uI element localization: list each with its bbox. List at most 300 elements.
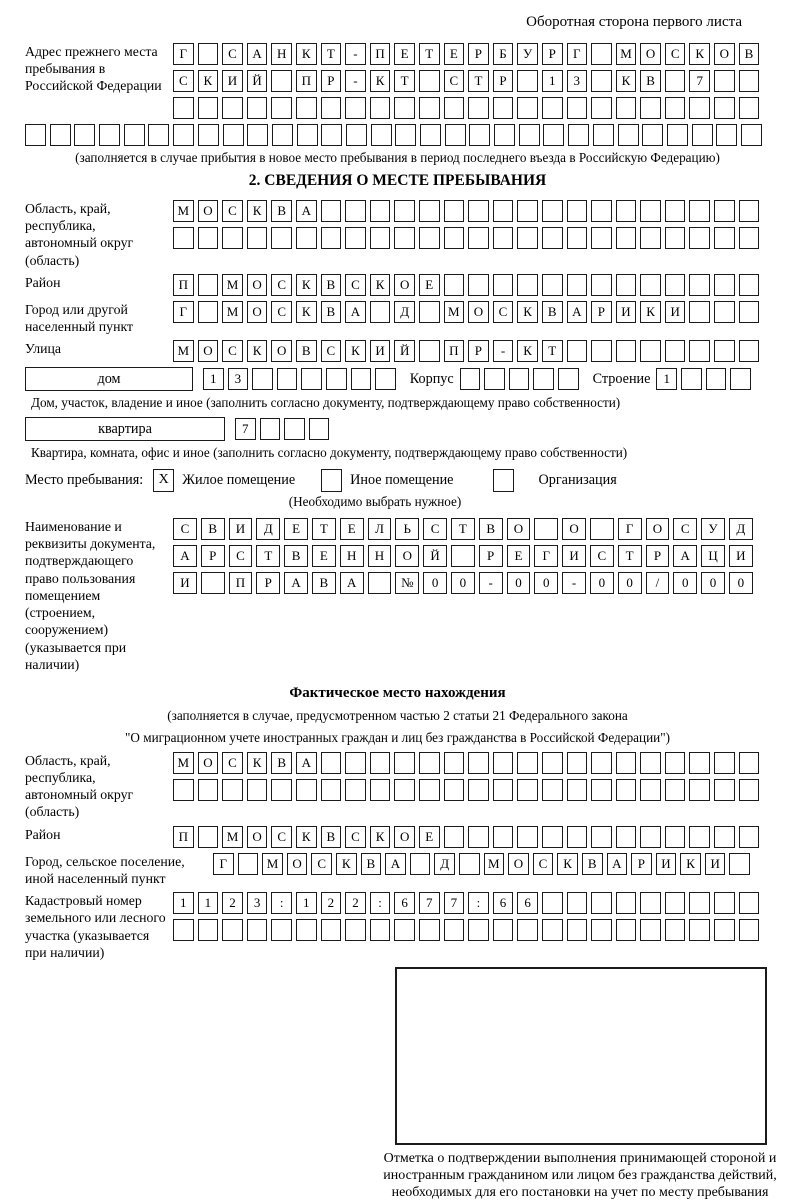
char-cell[interactable]: 0	[507, 572, 531, 594]
char-cell[interactable]: С	[229, 545, 253, 567]
char-cell[interactable]: 1	[542, 70, 563, 92]
char-cell[interactable]	[173, 97, 194, 119]
char-cell[interactable]: С	[271, 301, 292, 323]
char-cell[interactable]	[689, 340, 710, 362]
char-cell[interactable]	[591, 826, 612, 848]
char-cell[interactable]: 0	[673, 572, 697, 594]
char-cell[interactable]	[689, 227, 710, 249]
char-cell[interactable]	[394, 97, 415, 119]
char-cell[interactable]	[321, 919, 342, 941]
char-cell[interactable]	[296, 919, 317, 941]
char-cell[interactable]: :	[468, 892, 489, 914]
char-cell[interactable]: 3	[228, 368, 249, 390]
char-cell[interactable]: Е	[419, 826, 440, 848]
char-cell[interactable]	[201, 572, 225, 594]
char-cell[interactable]	[371, 124, 392, 146]
char-cell[interactable]	[419, 340, 440, 362]
char-cell[interactable]	[517, 97, 538, 119]
char-cell[interactable]	[642, 124, 663, 146]
char-cell[interactable]: В	[321, 274, 342, 296]
char-cell[interactable]	[689, 301, 710, 323]
char-cell[interactable]	[247, 779, 268, 801]
char-cell[interactable]: В	[321, 301, 342, 323]
char-cell[interactable]	[493, 274, 514, 296]
char-cell[interactable]: 1	[296, 892, 317, 914]
char-cell[interactable]: В	[321, 826, 342, 848]
char-cell[interactable]	[370, 227, 391, 249]
char-cell[interactable]: В	[542, 301, 563, 323]
house-type-box[interactable]: дом	[25, 367, 193, 391]
char-cell[interactable]	[591, 892, 612, 914]
char-cell[interactable]: И	[729, 545, 753, 567]
char-cell[interactable]	[739, 752, 760, 774]
char-cell[interactable]: С	[493, 301, 514, 323]
char-cell[interactable]	[321, 779, 342, 801]
char-cell[interactable]	[238, 853, 259, 875]
char-cell[interactable]	[468, 826, 489, 848]
char-cell[interactable]	[591, 97, 612, 119]
char-cell[interactable]	[198, 124, 219, 146]
char-cell[interactable]	[444, 919, 465, 941]
char-cell[interactable]: В	[739, 43, 760, 65]
char-cell[interactable]	[665, 826, 686, 848]
char-cell[interactable]	[665, 200, 686, 222]
char-cell[interactable]	[667, 124, 688, 146]
char-cell[interactable]	[301, 368, 322, 390]
char-cell[interactable]	[714, 919, 735, 941]
char-cell[interactable]	[345, 97, 366, 119]
char-cell[interactable]	[509, 368, 530, 390]
char-cell[interactable]	[222, 779, 243, 801]
char-cell[interactable]	[444, 752, 465, 774]
char-cell[interactable]: -	[562, 572, 586, 594]
char-cell[interactable]	[591, 200, 612, 222]
char-cell[interactable]: М	[222, 301, 243, 323]
char-cell[interactable]: С	[311, 853, 332, 875]
char-cell[interactable]	[640, 200, 661, 222]
char-cell[interactable]: Н	[368, 545, 392, 567]
char-cell[interactable]: И	[665, 301, 686, 323]
char-cell[interactable]	[640, 919, 661, 941]
char-cell[interactable]: А	[607, 853, 628, 875]
char-cell[interactable]	[714, 97, 735, 119]
char-cell[interactable]: 0	[618, 572, 642, 594]
char-cell[interactable]	[222, 227, 243, 249]
char-cell[interactable]	[296, 779, 317, 801]
char-cell[interactable]: К	[370, 826, 391, 848]
char-cell[interactable]: А	[567, 301, 588, 323]
char-cell[interactable]: А	[345, 301, 366, 323]
char-cell[interactable]	[567, 227, 588, 249]
char-cell[interactable]	[493, 97, 514, 119]
char-cell[interactable]: Р	[631, 853, 652, 875]
char-cell[interactable]	[714, 70, 735, 92]
char-cell[interactable]: О	[468, 301, 489, 323]
char-cell[interactable]	[198, 826, 219, 848]
char-cell[interactable]	[689, 200, 710, 222]
char-cell[interactable]	[271, 70, 292, 92]
char-cell[interactable]: -	[345, 43, 366, 65]
char-cell[interactable]: К	[616, 70, 637, 92]
char-cell[interactable]	[272, 124, 293, 146]
char-cell[interactable]	[706, 368, 727, 390]
char-cell[interactable]	[494, 124, 515, 146]
char-cell[interactable]: А	[340, 572, 364, 594]
char-cell[interactable]	[247, 124, 268, 146]
char-cell[interactable]: В	[640, 70, 661, 92]
char-cell[interactable]	[222, 919, 243, 941]
char-cell[interactable]	[616, 340, 637, 362]
char-cell[interactable]: Д	[729, 518, 753, 540]
char-cell[interactable]: Н	[271, 43, 292, 65]
char-cell[interactable]	[534, 518, 558, 540]
char-cell[interactable]: Р	[468, 43, 489, 65]
char-cell[interactable]	[395, 124, 416, 146]
char-cell[interactable]	[591, 919, 612, 941]
char-cell[interactable]	[714, 200, 735, 222]
char-cell[interactable]: О	[714, 43, 735, 65]
char-cell[interactable]	[568, 124, 589, 146]
char-cell[interactable]	[739, 826, 760, 848]
char-cell[interactable]: К	[336, 853, 357, 875]
char-cell[interactable]	[689, 274, 710, 296]
char-cell[interactable]	[517, 200, 538, 222]
char-cell[interactable]: /	[646, 572, 670, 594]
char-cell[interactable]: С	[444, 70, 465, 92]
char-cell[interactable]: К	[247, 752, 268, 774]
char-cell[interactable]	[468, 779, 489, 801]
char-cell[interactable]: Е	[284, 518, 308, 540]
char-cell[interactable]: Т	[468, 70, 489, 92]
char-cell[interactable]	[444, 274, 465, 296]
char-cell[interactable]	[297, 124, 318, 146]
char-cell[interactable]	[223, 124, 244, 146]
char-cell[interactable]	[591, 340, 612, 362]
char-cell[interactable]: А	[673, 545, 697, 567]
char-cell[interactable]: Р	[468, 340, 489, 362]
char-cell[interactable]	[716, 124, 737, 146]
char-cell[interactable]	[419, 779, 440, 801]
char-cell[interactable]: В	[284, 545, 308, 567]
char-cell[interactable]: К	[247, 200, 268, 222]
char-cell[interactable]: К	[680, 853, 701, 875]
char-cell[interactable]: П	[296, 70, 317, 92]
char-cell[interactable]	[419, 200, 440, 222]
char-cell[interactable]	[689, 919, 710, 941]
char-cell[interactable]: Е	[340, 518, 364, 540]
char-cell[interactable]	[345, 919, 366, 941]
char-cell[interactable]: К	[517, 340, 538, 362]
char-cell[interactable]: К	[296, 274, 317, 296]
char-cell[interactable]: М	[222, 826, 243, 848]
char-cell[interactable]	[271, 227, 292, 249]
char-cell[interactable]: С	[673, 518, 697, 540]
char-cell[interactable]	[591, 43, 612, 65]
char-cell[interactable]	[729, 853, 750, 875]
char-cell[interactable]: С	[222, 752, 243, 774]
char-cell[interactable]	[444, 227, 465, 249]
char-cell[interactable]	[689, 779, 710, 801]
char-cell[interactable]	[665, 779, 686, 801]
char-cell[interactable]	[739, 200, 760, 222]
char-cell[interactable]	[689, 752, 710, 774]
char-cell[interactable]	[493, 200, 514, 222]
char-cell[interactable]	[517, 752, 538, 774]
char-cell[interactable]	[468, 274, 489, 296]
char-cell[interactable]: В	[201, 518, 225, 540]
char-cell[interactable]	[739, 779, 760, 801]
char-cell[interactable]: О	[198, 752, 219, 774]
char-cell[interactable]	[370, 200, 391, 222]
char-cell[interactable]: 3	[567, 70, 588, 92]
char-cell[interactable]: О	[198, 200, 219, 222]
char-cell[interactable]	[542, 97, 563, 119]
char-cell[interactable]	[689, 826, 710, 848]
char-cell[interactable]	[591, 752, 612, 774]
char-cell[interactable]: О	[507, 518, 531, 540]
char-cell[interactable]	[640, 892, 661, 914]
char-cell[interactable]	[370, 779, 391, 801]
char-cell[interactable]	[444, 826, 465, 848]
char-cell[interactable]	[714, 227, 735, 249]
char-cell[interactable]	[198, 301, 219, 323]
char-cell[interactable]: П	[370, 43, 391, 65]
char-cell[interactable]	[714, 826, 735, 848]
char-cell[interactable]	[419, 301, 440, 323]
char-cell[interactable]: С	[271, 274, 292, 296]
char-cell[interactable]	[345, 779, 366, 801]
char-cell[interactable]	[321, 124, 342, 146]
char-cell[interactable]: 3	[247, 892, 268, 914]
char-cell[interactable]: 0	[701, 572, 725, 594]
char-cell[interactable]: 2	[321, 892, 342, 914]
char-cell[interactable]	[542, 919, 563, 941]
char-cell[interactable]	[739, 70, 760, 92]
char-cell[interactable]: К	[640, 301, 661, 323]
char-cell[interactable]: 2	[345, 892, 366, 914]
char-cell[interactable]: А	[385, 853, 406, 875]
char-cell[interactable]	[542, 892, 563, 914]
char-cell[interactable]: О	[646, 518, 670, 540]
char-cell[interactable]: К	[247, 340, 268, 362]
char-cell[interactable]	[247, 919, 268, 941]
char-cell[interactable]	[665, 227, 686, 249]
char-cell[interactable]: Т	[542, 340, 563, 362]
char-cell[interactable]	[198, 97, 219, 119]
char-cell[interactable]: О	[394, 826, 415, 848]
char-cell[interactable]	[451, 545, 475, 567]
char-cell[interactable]	[173, 227, 194, 249]
char-cell[interactable]	[517, 826, 538, 848]
char-cell[interactable]: И	[222, 70, 243, 92]
char-cell[interactable]	[567, 274, 588, 296]
char-cell[interactable]	[198, 274, 219, 296]
char-cell[interactable]	[321, 200, 342, 222]
char-cell[interactable]	[345, 200, 366, 222]
char-cell[interactable]	[124, 124, 145, 146]
char-cell[interactable]: -	[493, 340, 514, 362]
char-cell[interactable]	[148, 124, 169, 146]
char-cell[interactable]: М	[262, 853, 283, 875]
char-cell[interactable]	[567, 97, 588, 119]
char-cell[interactable]: С	[271, 826, 292, 848]
char-cell[interactable]: С	[345, 274, 366, 296]
char-cell[interactable]: С	[345, 826, 366, 848]
char-cell[interactable]: Д	[394, 301, 415, 323]
char-cell[interactable]	[394, 227, 415, 249]
char-cell[interactable]	[640, 97, 661, 119]
char-cell[interactable]	[739, 274, 760, 296]
char-cell[interactable]: Р	[591, 301, 612, 323]
char-cell[interactable]: М	[616, 43, 637, 65]
char-cell[interactable]	[368, 572, 392, 594]
char-cell[interactable]: И	[616, 301, 637, 323]
char-cell[interactable]: К	[557, 853, 578, 875]
char-cell[interactable]: Г	[618, 518, 642, 540]
char-cell[interactable]: 0	[590, 572, 614, 594]
char-cell[interactable]	[321, 97, 342, 119]
char-cell[interactable]: О	[247, 826, 268, 848]
char-cell[interactable]: :	[271, 892, 292, 914]
char-cell[interactable]	[640, 274, 661, 296]
char-cell[interactable]	[593, 124, 614, 146]
char-cell[interactable]	[484, 368, 505, 390]
char-cell[interactable]: Т	[451, 518, 475, 540]
char-cell[interactable]: К	[517, 301, 538, 323]
char-cell[interactable]: И	[705, 853, 726, 875]
char-cell[interactable]: 1	[656, 368, 677, 390]
char-cell[interactable]: Г	[213, 853, 234, 875]
char-cell[interactable]: 0	[534, 572, 558, 594]
char-cell[interactable]	[543, 124, 564, 146]
char-cell[interactable]	[493, 919, 514, 941]
char-cell[interactable]	[394, 752, 415, 774]
char-cell[interactable]	[74, 124, 95, 146]
char-cell[interactable]	[542, 274, 563, 296]
char-cell[interactable]: Р	[542, 43, 563, 65]
char-cell[interactable]: К	[296, 301, 317, 323]
char-cell[interactable]	[493, 779, 514, 801]
char-cell[interactable]	[459, 853, 480, 875]
char-cell[interactable]	[419, 70, 440, 92]
char-cell[interactable]: С	[665, 43, 686, 65]
char-cell[interactable]: И	[370, 340, 391, 362]
char-cell[interactable]: О	[271, 340, 292, 362]
char-cell[interactable]: К	[370, 274, 391, 296]
char-cell[interactable]	[567, 200, 588, 222]
char-cell[interactable]	[271, 919, 292, 941]
char-cell[interactable]	[198, 43, 219, 65]
char-cell[interactable]: 0	[729, 572, 753, 594]
char-cell[interactable]: Л	[368, 518, 392, 540]
char-cell[interactable]	[665, 70, 686, 92]
checkbox-other-premises[interactable]	[321, 469, 342, 492]
char-cell[interactable]: А	[284, 572, 308, 594]
char-cell[interactable]: В	[582, 853, 603, 875]
char-cell[interactable]: П	[444, 340, 465, 362]
checkbox-organization[interactable]	[493, 469, 514, 492]
char-cell[interactable]	[271, 97, 292, 119]
char-cell[interactable]: Н	[340, 545, 364, 567]
apartment-type-box[interactable]: квартира	[25, 417, 225, 441]
char-cell[interactable]	[173, 919, 194, 941]
char-cell[interactable]: К	[370, 70, 391, 92]
char-cell[interactable]	[468, 919, 489, 941]
char-cell[interactable]	[468, 752, 489, 774]
char-cell[interactable]	[730, 368, 751, 390]
char-cell[interactable]	[460, 368, 481, 390]
char-cell[interactable]	[640, 752, 661, 774]
char-cell[interactable]	[517, 274, 538, 296]
char-cell[interactable]: М	[173, 340, 194, 362]
char-cell[interactable]: Е	[394, 43, 415, 65]
char-cell[interactable]: О	[640, 43, 661, 65]
char-cell[interactable]	[444, 200, 465, 222]
char-cell[interactable]: П	[229, 572, 253, 594]
char-cell[interactable]	[542, 752, 563, 774]
char-cell[interactable]: 7	[235, 418, 256, 440]
char-cell[interactable]	[567, 919, 588, 941]
char-cell[interactable]	[640, 779, 661, 801]
char-cell[interactable]: С	[222, 200, 243, 222]
char-cell[interactable]: Р	[646, 545, 670, 567]
char-cell[interactable]	[99, 124, 120, 146]
char-cell[interactable]	[591, 70, 612, 92]
char-cell[interactable]	[591, 779, 612, 801]
char-cell[interactable]	[222, 97, 243, 119]
char-cell[interactable]: 1	[173, 892, 194, 914]
char-cell[interactable]: О	[247, 301, 268, 323]
char-cell[interactable]: С	[222, 43, 243, 65]
char-cell[interactable]	[741, 124, 762, 146]
char-cell[interactable]	[665, 892, 686, 914]
char-cell[interactable]	[616, 779, 637, 801]
char-cell[interactable]: М	[484, 853, 505, 875]
char-cell[interactable]: Т	[419, 43, 440, 65]
char-cell[interactable]	[714, 752, 735, 774]
char-cell[interactable]	[468, 227, 489, 249]
char-cell[interactable]	[445, 124, 466, 146]
char-cell[interactable]	[616, 919, 637, 941]
char-cell[interactable]	[419, 97, 440, 119]
char-cell[interactable]: -	[479, 572, 503, 594]
char-cell[interactable]: С	[173, 518, 197, 540]
char-cell[interactable]: О	[508, 853, 529, 875]
char-cell[interactable]	[739, 301, 760, 323]
char-cell[interactable]	[665, 919, 686, 941]
char-cell[interactable]	[616, 227, 637, 249]
char-cell[interactable]	[284, 418, 305, 440]
char-cell[interactable]: Й	[247, 70, 268, 92]
char-cell[interactable]: -	[345, 70, 366, 92]
char-cell[interactable]	[567, 340, 588, 362]
char-cell[interactable]	[517, 70, 538, 92]
char-cell[interactable]	[692, 124, 713, 146]
char-cell[interactable]	[346, 124, 367, 146]
char-cell[interactable]	[296, 97, 317, 119]
char-cell[interactable]: 0	[423, 572, 447, 594]
char-cell[interactable]	[714, 274, 735, 296]
char-cell[interactable]	[542, 227, 563, 249]
char-cell[interactable]: 0	[451, 572, 475, 594]
char-cell[interactable]: И	[173, 572, 197, 594]
char-cell[interactable]: 1	[198, 892, 219, 914]
char-cell[interactable]: 6	[493, 892, 514, 914]
char-cell[interactable]	[394, 779, 415, 801]
char-cell[interactable]	[519, 124, 540, 146]
char-cell[interactable]: Ц	[701, 545, 725, 567]
char-cell[interactable]: О	[395, 545, 419, 567]
